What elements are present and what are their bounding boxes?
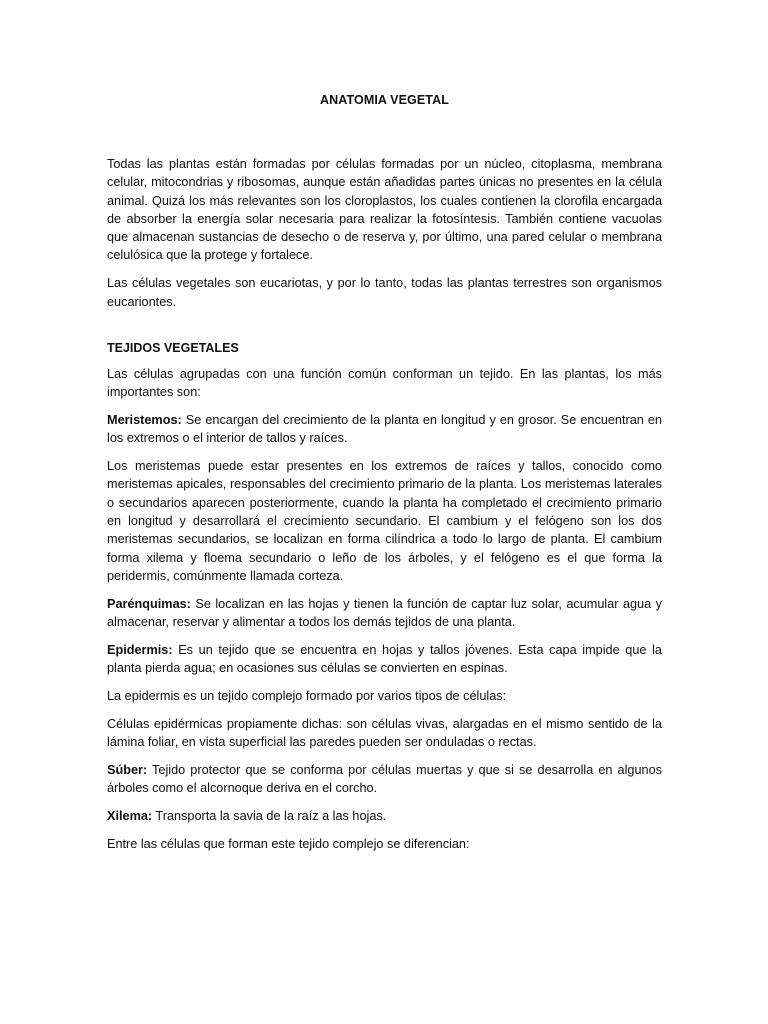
parenquimas-text: Se localizan en las hojas y tienen la función de captar luz solar, acumular agua y almacenar, reservar y alimentar a todos los demás tejidos de una planta. xyxy=(107,596,662,629)
meristemos-term: Meristemos: xyxy=(107,412,182,427)
xilema-term: Xilema: xyxy=(107,808,153,823)
suber-paragraph xyxy=(107,761,662,798)
meristemos-paragraph xyxy=(107,411,662,448)
suber-text: Tejido protector que se conforma por células muertas y que si se desarrolla en algunos árboles como el alcornoque deriva en el corcho. xyxy=(107,762,662,796)
document-title: ANATOMIA VEGETAL xyxy=(320,93,449,107)
parenquimas-paragraph xyxy=(107,595,662,632)
meristemos-text: Se encargan del crecimiento de la planta en longitud y en grosor. Se encuentran en los extremos o el interior de tallos y raíces. xyxy=(107,412,662,446)
intro-paragraph-2: Las células vegetales son eucariotas, y por lo tanto, todas las plantas terrestres son organismos eucariontes. xyxy=(107,276,662,309)
intro-paragraph-1: Todas las plantas están formadas por células formadas por un núcleo, citoplasma, membrana celular, mitocondrias y ribosomas, aunque están añadidas partes únicas no presentes en la célula animal. Quizá los más relevantes son los cloroplastos, los cuales contienen la clorofila encargada de absorber la energía solar necesaria para realizar la fotosíntesis. También contiene vacuolas que almacenan sustancias de desecho o de reserva y, por último, una pared celular o membrana celulósica que la protege y fortalece. xyxy=(107,157,662,263)
closing-paragraph: Entre las células que forman este tejido complejo se diferencian: xyxy=(107,836,470,851)
xilema-text: Transporta la savia de la raíz a las hojas. xyxy=(152,808,387,823)
epidermis-text: Es un tejido que se encuentra en hojas y tallos jóvenes. Esta capa impide que la planta pierda agua; en ocasiones sus células se convierten en espinas. xyxy=(107,642,662,676)
xilema-paragraph xyxy=(107,807,662,825)
section-intro-paragraph: Las células agrupadas con una función común conforman un tejido. En las plantas, los más importantes son: xyxy=(107,366,662,400)
epidermis-intro-paragraph: La epidermis es un tejido complejo formado por varios tipos de células: xyxy=(107,688,507,703)
epidermis-term: Epidermis: xyxy=(107,642,173,657)
meristemos-detail-paragraph: Los meristemas puede estar presentes en los extremos de raíces y tallos, conocido como meristemas apicales, responsables del crecimiento primario de la planta. Los meristemas laterales o secundarios aparecen posteriormente, cuando la planta ha completado el crecimiento primario en longitud y desarrollará el crecimiento secundario. El cambium y el felógeno son los dos meristemas secundarios, se localizan en forma cilíndrica a todo lo largo de planta. El cambium forma xilema y floema secundario o leño de los árboles, y el felógeno es el que forma la peridermis, comúnmente llamada corteza. xyxy=(107,459,662,583)
celulas-epidermicas-paragraph: Células epidérmicas propiamente dichas: son células vivas, alargadas en el mismo sentido de la lámina foliar, en vista superficial las paredes pueden ser onduladas o rectas. xyxy=(107,716,662,749)
epidermis-paragraph xyxy=(107,641,662,678)
suber-term: Súber: xyxy=(107,762,148,777)
section-heading-tejidos: TEJIDOS VEGETALES xyxy=(107,340,239,355)
parenquimas-term: Parénquimas: xyxy=(107,596,191,611)
